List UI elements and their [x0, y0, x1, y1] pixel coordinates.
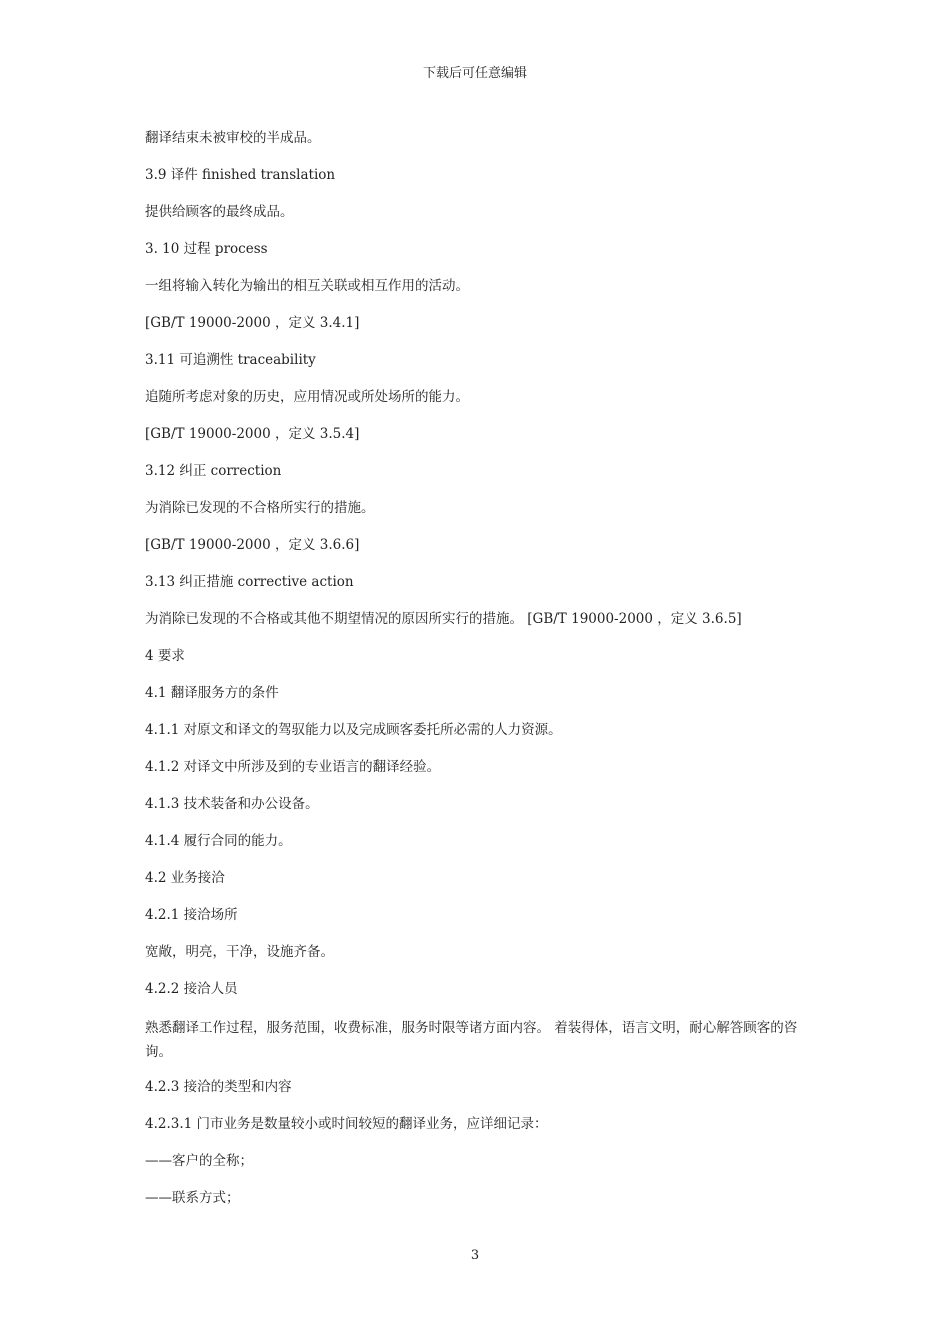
section-heading: 4.2.3 接洽的类型和内容 — [145, 1079, 292, 1095]
section-heading: 3. 10 过程 process — [145, 241, 268, 257]
page-number: 3 — [470, 1248, 480, 1263]
document-body — [145, 128, 810, 1225]
section-heading: 4.2.1 接洽场所 — [145, 907, 238, 923]
paragraph: 为消除已发现的不合格所实行的措施。 — [145, 500, 375, 516]
paragraph: 熟悉翻译工作过程，服务范围，收费标准，服务时限等诸方面内容。 着装得体，语言文明，耐心解答顾客的咨询。 — [145, 1020, 798, 1060]
paragraph: 宽敞，明亮，干净，设施齐备。 — [145, 944, 334, 960]
section-heading: 4 要求 — [145, 648, 185, 664]
paragraph: 一组将输入转化为输出的相互关联或相互作用的活动。 — [145, 278, 469, 294]
section-heading: 3.13 纠正措施 corrective action — [145, 574, 354, 590]
list-item: ——联系方式； — [145, 1190, 240, 1206]
paragraph: 4.1.1 对原文和译文的驾驭能力以及完成顾客委托所必需的人力资源。 — [145, 722, 562, 738]
paragraph: 4.1.4 履行合同的能力。 — [145, 833, 292, 849]
list-item: ——客户的全称； — [145, 1153, 253, 1169]
paragraph: 4.2.3.1 门市业务是数量较小或时间较短的翻译业务，应详细记录： — [145, 1116, 548, 1132]
paragraph: 4.1.3 技术装备和办公设备。 — [145, 796, 319, 812]
section-heading: 4.2.2 接洽人员 — [145, 981, 238, 997]
section-heading: 4.2 业务接洽 — [145, 870, 225, 886]
paragraph: 提供给顾客的最终成品。 — [145, 204, 294, 220]
section-heading: 3.12 纠正 correction — [145, 463, 282, 479]
reference: [GB/T 19000-2000 ，定义 3.6.6] — [145, 537, 360, 553]
paragraph: 追随所考虑对象的历史，应用情况或所处场所的能力。 — [145, 389, 469, 405]
section-heading: 3.9 译件 finished translation — [145, 167, 336, 183]
section-heading: 3.11 可追溯性 traceability — [145, 352, 316, 368]
reference: [GB/T 19000-2000 ，定义 3.4.1] — [145, 315, 360, 331]
reference: [GB/T 19000-2000 ，定义 3.5.4] — [145, 426, 360, 442]
paragraph: 4.1.2 对译文中所涉及到的专业语言的翻译经验。 — [145, 759, 441, 775]
section-heading: 4.1 翻译服务方的条件 — [145, 685, 279, 701]
page-header: 下载后可任意编辑 — [422, 66, 527, 81]
paragraph: 翻译结束未被审校的半成品。 — [145, 130, 321, 146]
paragraph: 为消除已发现的不合格或其他不期望情况的原因所实行的措施。 [GB/T 19000-2000 ，定义 3.6.5] — [145, 611, 742, 627]
